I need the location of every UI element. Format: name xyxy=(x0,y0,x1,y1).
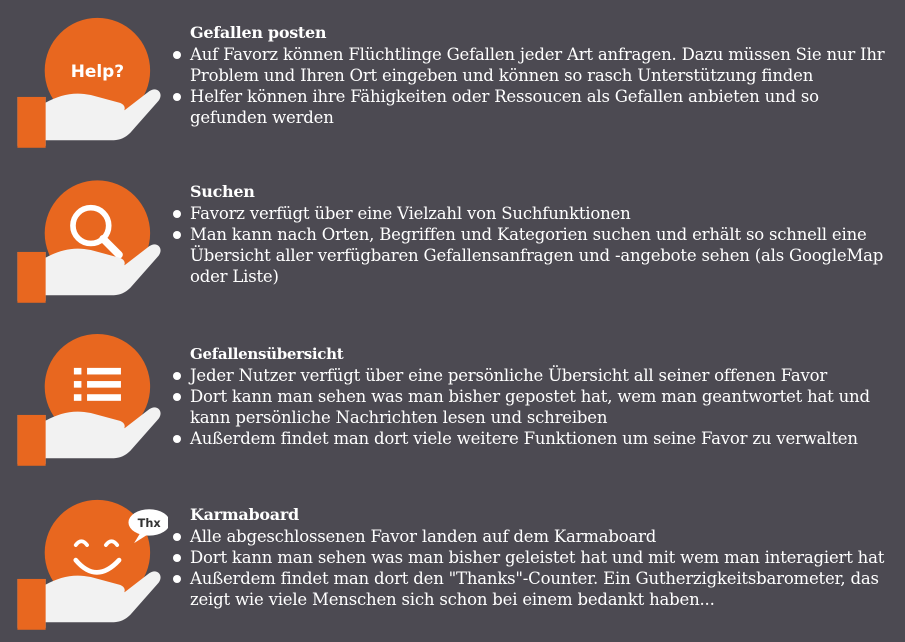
section-karmaboard xyxy=(0,482,905,642)
list-item: Alle abgeschlossenen Favor landen auf dem Karmaboard xyxy=(190,526,893,547)
list-item: Außerdem findet man dort den "Thanks"-Counter. Ein Gutherzigkeitsbarometer, das zeigt wie viele Menschen sich schon bei einem bedankt haben... xyxy=(190,568,893,610)
list-item: Jeder Nutzer verfügt über eine persönliche Übersicht all seiner offenen Favor xyxy=(190,365,893,386)
section-gefallen-posten xyxy=(0,0,905,160)
bullet-list xyxy=(190,365,893,449)
list-hand-icon xyxy=(8,318,168,478)
list-item: Favorz verfügt über eine Vielzahl von Suchfunktionen xyxy=(190,203,893,224)
section-title: Suchen xyxy=(190,182,255,201)
list-item: Dort kann man sehen was man bisher geleistet hat und mit wem man interagiert hat xyxy=(190,547,893,568)
section-title: Gefallensübersicht xyxy=(190,345,344,363)
smiley-hand-icon xyxy=(8,482,168,642)
section-title: Gefallen posten xyxy=(190,23,327,42)
list-item: Helfer können ihre Fähigkeiten oder Ressoucen als Gefallen anbieten und so gefunden werden xyxy=(190,86,893,128)
section-suchen xyxy=(0,155,905,315)
list-item: Auf Favorz können Flüchtlinge Gefallen jeder Art anfragen. Dazu müssen Sie nur Ihr Problem und Ihren Ort eingeben und können so rasch Unterstützung finden xyxy=(190,44,893,86)
bullet-list xyxy=(190,526,893,610)
list-item: Außerdem findet man dort viele weitere Funktionen um seine Favor zu verwalten xyxy=(190,428,893,449)
svg-text:Thx: Thx xyxy=(137,517,161,531)
search-hand-icon xyxy=(8,155,168,315)
bullet-list xyxy=(190,203,893,287)
section-gefallensuebersicht xyxy=(0,318,905,478)
section-title: Karmaboard xyxy=(190,505,299,524)
help-hand-icon xyxy=(8,0,168,160)
svg-text:Help?: Help? xyxy=(70,61,125,82)
list-item: Man kann nach Orten, Begriffen und Kategorien suchen und erhält so schnell eine Übersicht aller verfügbaren Gefallensanfragen und -angebote sehen (als GoogleMap oder Liste) xyxy=(190,224,893,287)
list-item: Dort kann man sehen was man bisher gepostet hat, wem man geantwortet hat und kann persönliche Nachrichten lesen und schreiben xyxy=(190,386,893,428)
bullet-list xyxy=(190,44,893,128)
